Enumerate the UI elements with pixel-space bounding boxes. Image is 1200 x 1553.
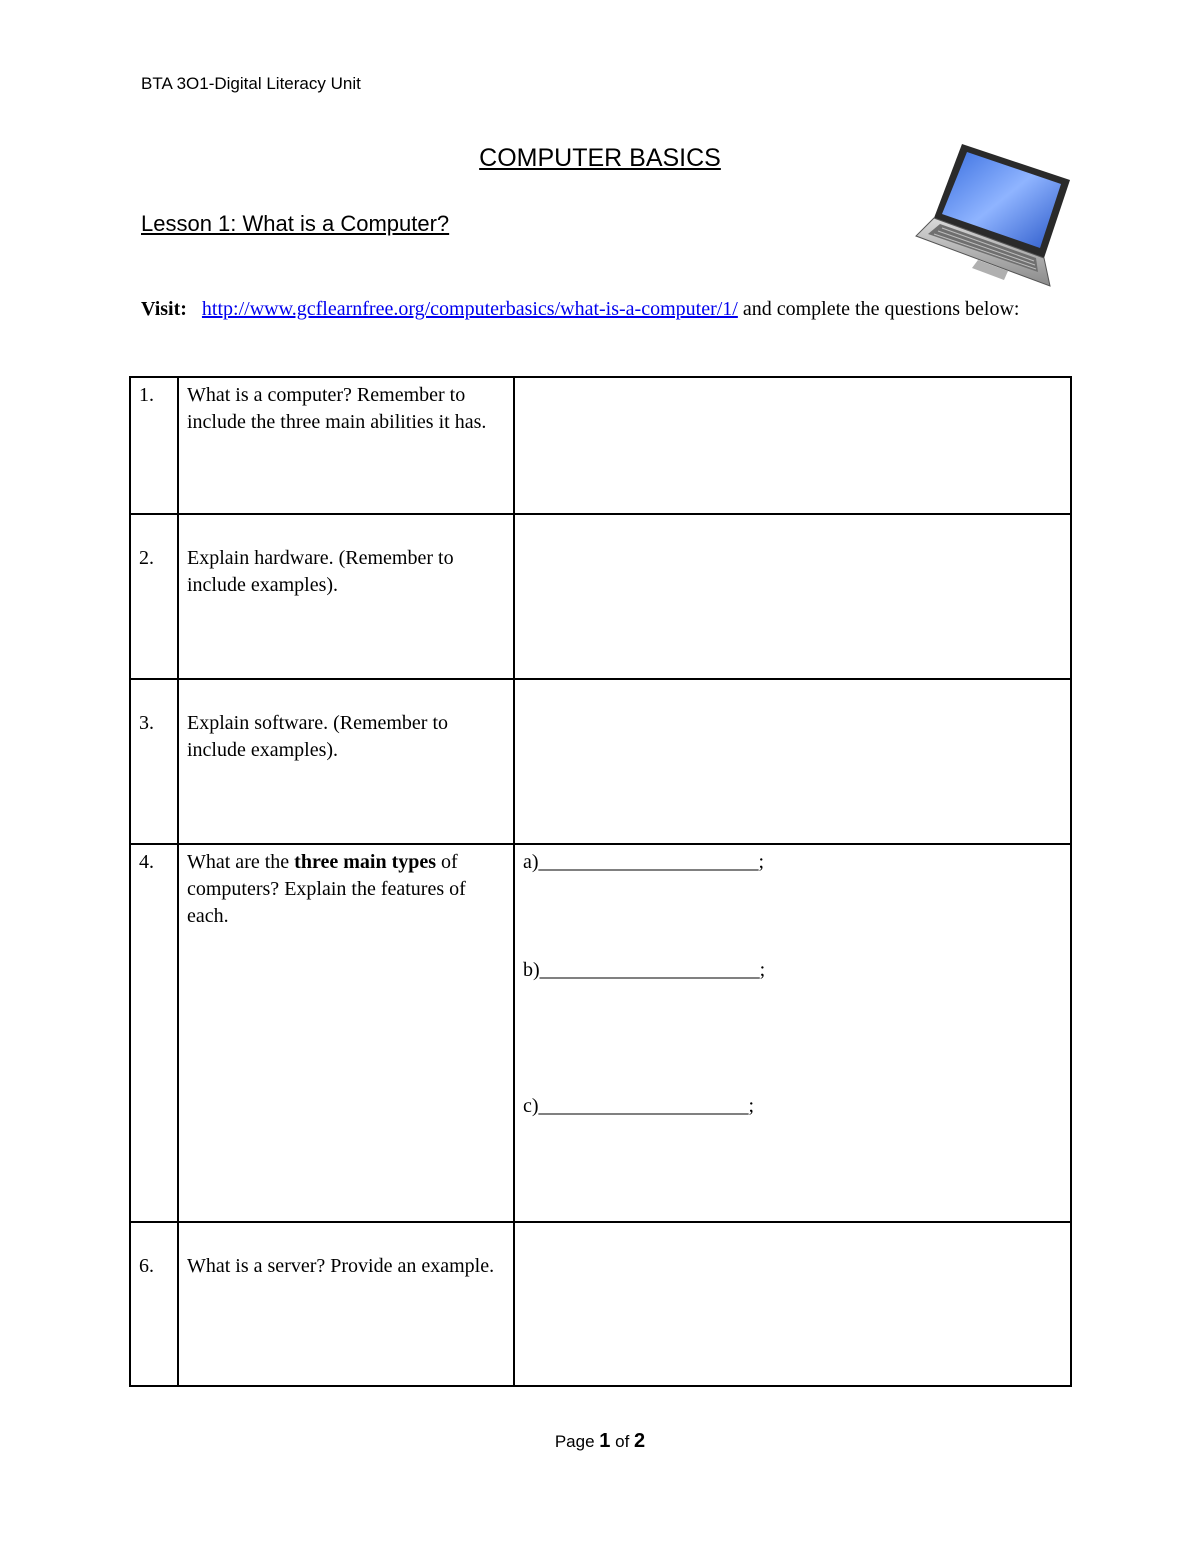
question-number: 1.	[130, 377, 178, 514]
visit-text: and complete the questions below:	[737, 298, 1020, 320]
page-title: COMPUTER BASICS	[479, 144, 721, 172]
page-middle: of	[610, 1432, 635, 1451]
question-text: What is a computer? Remember to include the three main abilities it has.	[178, 377, 514, 514]
answer-line-c[interactable]: c)_____________________;	[523, 1095, 755, 1117]
question-table	[129, 376, 1072, 1387]
table-row	[130, 514, 1071, 679]
page-current: 1	[599, 1430, 611, 1452]
page-total: 2	[634, 1430, 646, 1452]
question-number: 6.	[130, 1222, 178, 1386]
table-row	[130, 679, 1071, 844]
answer-line-b[interactable]: b)______________________;	[523, 959, 766, 981]
question-number: 4.	[130, 844, 178, 1222]
page-footer	[0, 1430, 1200, 1453]
answer-cell[interactable]	[514, 1222, 1071, 1386]
answer-cell[interactable]	[514, 844, 1071, 1222]
visit-instructions	[141, 296, 1041, 323]
answer-cell[interactable]	[514, 679, 1071, 844]
answer-cell[interactable]	[514, 377, 1071, 514]
question-number: 3.	[130, 679, 178, 844]
question-number: 2.	[130, 514, 178, 679]
question-text: What is a server? Provide an example.	[178, 1222, 514, 1386]
question-text-part: of computers? Explain the features of each.	[187, 851, 466, 927]
question-text-bold: three main types	[294, 851, 437, 873]
header-text: BTA 3O1-Digital Literacy Unit	[141, 74, 361, 93]
answer-line-a[interactable]: a)______________________;	[523, 851, 765, 873]
table-row	[130, 844, 1071, 1222]
lesson-link[interactable]: http://www.gcflearnfree.org/computerbasics/what-is-a-computer/1/	[201, 298, 738, 320]
question-text: Explain software. (Remember to include examples).	[178, 679, 514, 844]
laptop-icon	[912, 140, 1074, 288]
answer-cell[interactable]	[514, 514, 1071, 679]
table-row	[130, 1222, 1071, 1386]
page-prefix: Page	[554, 1432, 600, 1451]
question-text-part: What are the	[187, 851, 295, 873]
question-text	[178, 844, 514, 1222]
question-text: Explain hardware. (Remember to include examples).	[178, 514, 514, 679]
table-row	[130, 377, 1071, 514]
lesson-heading: Lesson 1: What is a Computer?	[141, 211, 450, 236]
visit-label: Visit:	[141, 298, 187, 320]
